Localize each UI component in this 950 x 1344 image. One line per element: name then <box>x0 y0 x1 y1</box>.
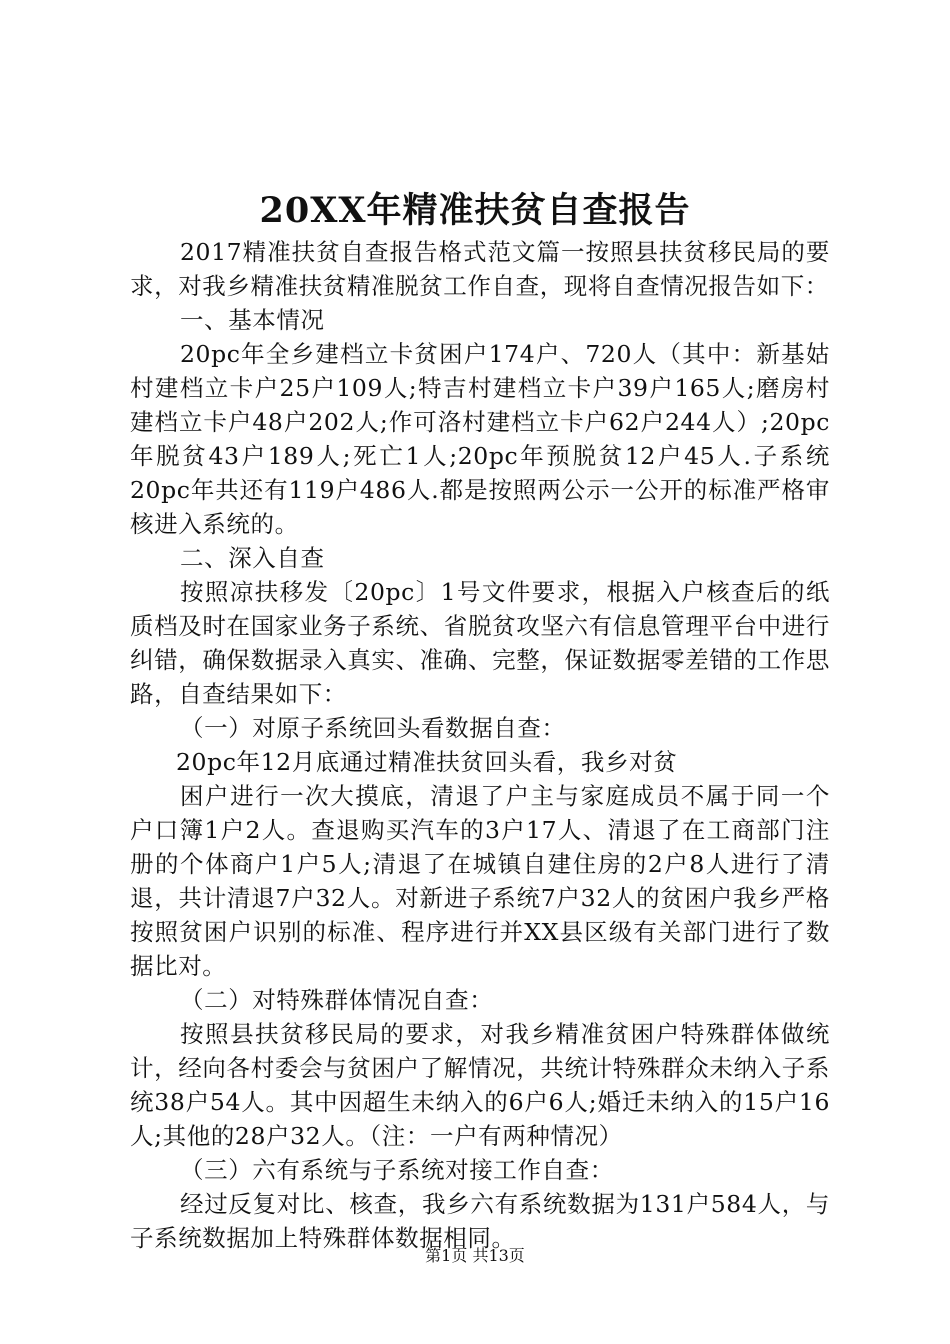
paragraph-basic-situation: 20pc年全乡建档立卡贫困户174户、720人（其中：新基姑村建档立卡户25户109人;特吉村建档立卡户39户165人;磨房村建档立卡户48户202人;作可洛村建档立卡户62户244人）;20pc年脱贫43户189人;死亡1人;20pc年预脱贫12户45人.子系统20pc年共还有119户486人.都是按照两公示一公开的标准严格审核进入系统的。 <box>130 340 830 538</box>
page-footer: 第1页 共13页 <box>425 1246 525 1265</box>
subheading-subsystem-review: （一）对原子系统回头看数据自查： <box>180 714 566 742</box>
paragraph-system-docking: 经过反复对比、核查，我乡六有系统数据为131户584人，与子系统数据加上特殊群体数据相同。 <box>130 1190 830 1252</box>
paragraph-subsystem-review: 困户进行一次大摸底，清退了户主与家庭成员不属于同一个户口簿1户2人。查退购买汽车的3户17人、清退了在工商部门注册的个体商户1户5人;清退了在城镇自建住房的2户8人进行了清退，共计清退7户32人。对新进子系统7户32人的贫困户我乡严格按照贫困户识别的标准、程序进行并XX县区级有关部门进行了数据比对。 <box>130 782 830 980</box>
document-title: 20XX年精准扶贫自查报告 <box>259 190 691 231</box>
paragraph-subsystem-review-lead: 20pc年12月底通过精准扶贫回头看，我乡对贫 <box>176 748 678 776</box>
heading-basic-situation: 一、基本情况 <box>180 306 325 334</box>
paragraph-special-groups: 按照县扶贫移民局的要求，对我乡精准贫困户特殊群体做统计，经向各村委会与贫困户了解情况，共统计特殊群众未纳入子系统38户54人。其中因超生未纳入的6户6人;婚迁未纳入的15户16人;其他的28户32人。（注：一户有两种情况） <box>130 1020 830 1150</box>
paragraph-intro: 2017精准扶贫自查报告格式范文篇一按照县扶贫移民局的要求，对我乡精准扶贫精准脱贫工作自查，现将自查情况报告如下： <box>130 238 830 300</box>
subheading-system-docking: （三）六有系统与子系统对接工作自查： <box>180 1156 614 1184</box>
document-body <box>130 235 830 1255</box>
paragraph-self-check: 按照凉扶移发〔20pc〕1号文件要求，根据入户核查后的纸质档及时在国家业务子系统、省脱贫攻坚六有信息管理平台中进行纠错，确保数据录入真实、准确、完整，保证数据零差错的工作思路，自查结果如下： <box>130 578 830 708</box>
heading-self-check: 二、深入自查 <box>180 544 325 572</box>
subheading-special-groups: （二）对特殊群体情况自查： <box>180 986 494 1014</box>
